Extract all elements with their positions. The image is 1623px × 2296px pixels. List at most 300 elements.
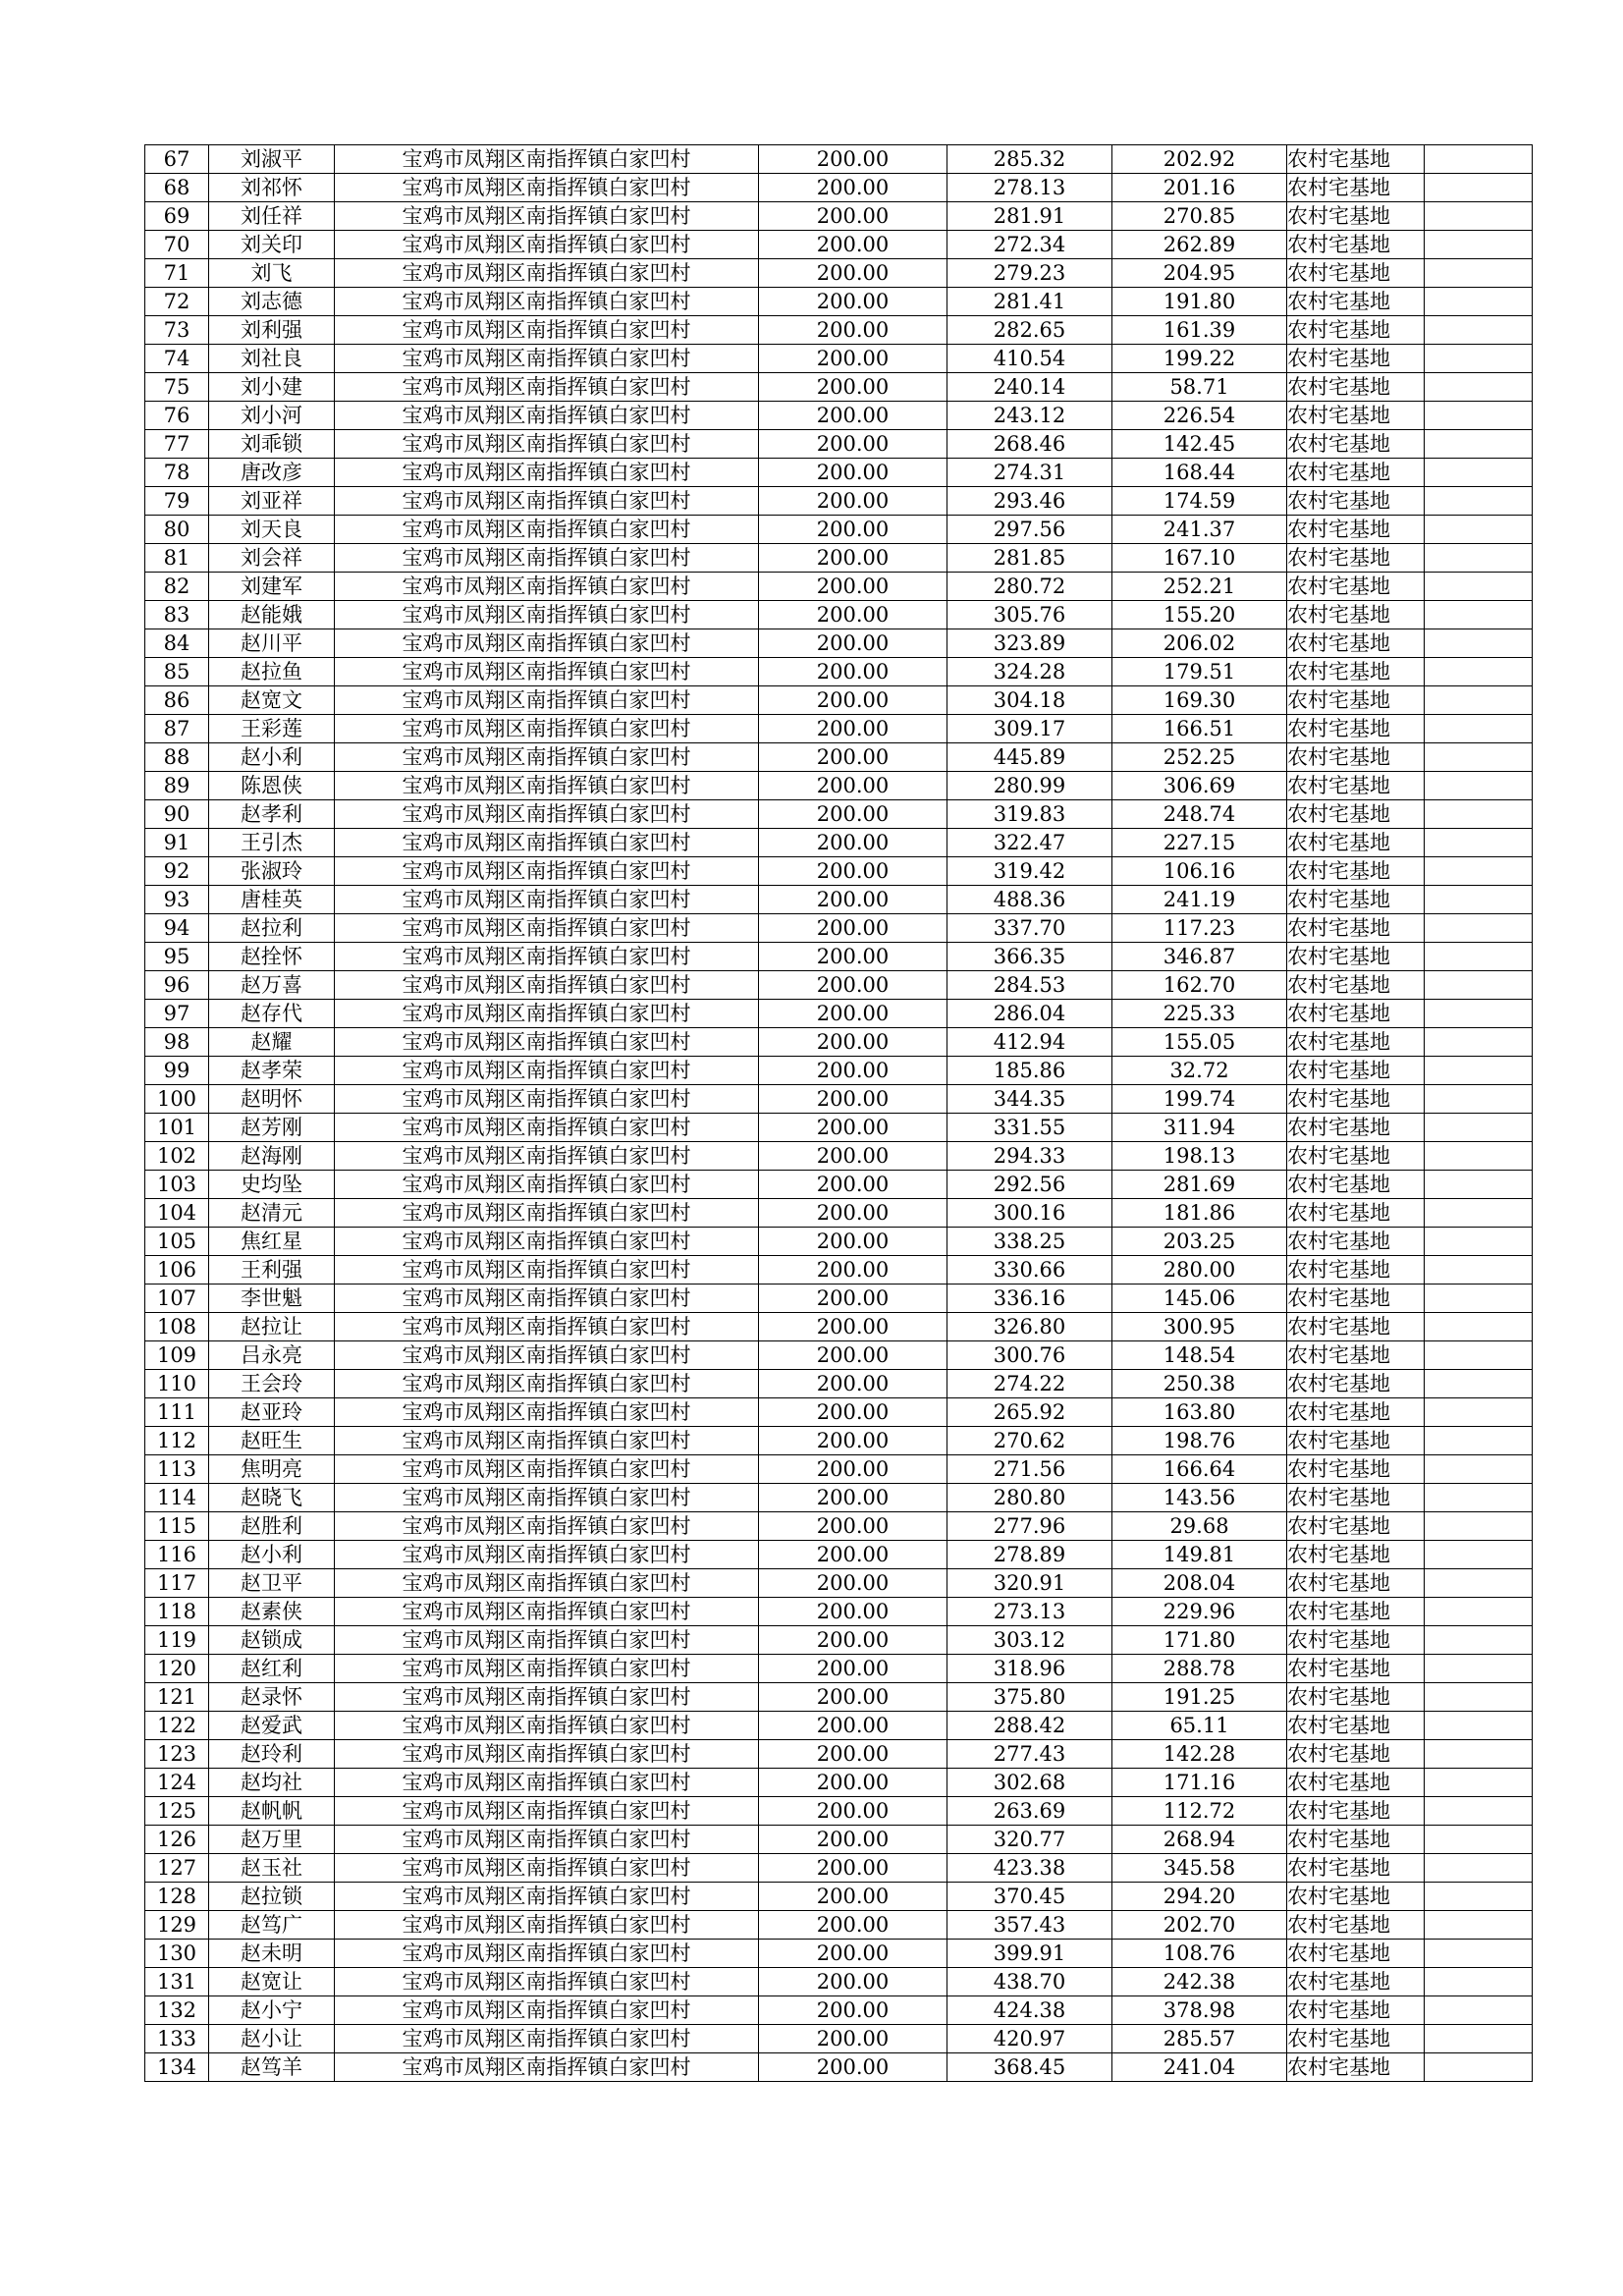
actual-area-cell: 272.34 <box>947 231 1112 259</box>
remark-cell <box>1425 1541 1533 1569</box>
area-value-cell: 179.51 <box>1112 658 1287 686</box>
name-cell: 赵小利 <box>209 743 335 772</box>
area-value-cell: 199.74 <box>1112 1085 1287 1114</box>
name-cell: 刘乖锁 <box>209 430 335 459</box>
table-row <box>145 202 1533 231</box>
actual-area-cell: 185.86 <box>947 1057 1112 1085</box>
standard-area-cell: 200.00 <box>759 1769 947 1797</box>
actual-area-cell: 277.43 <box>947 1740 1112 1769</box>
standard-area-cell: 200.00 <box>759 800 947 829</box>
area-value-cell: 311.94 <box>1112 1114 1287 1142</box>
land-type-cell: 农村宅基地 <box>1287 1826 1425 1854</box>
remark-cell <box>1425 914 1533 943</box>
area-value-cell: 168.44 <box>1112 459 1287 487</box>
name-cell: 赵笃羊 <box>209 2053 335 2082</box>
name-cell: 赵小让 <box>209 2025 335 2053</box>
standard-area-cell: 200.00 <box>759 316 947 345</box>
actual-area-cell: 279.23 <box>947 259 1112 288</box>
row-number-cell: 90 <box>145 800 209 829</box>
row-number-cell: 73 <box>145 316 209 345</box>
name-cell: 赵明怀 <box>209 1085 335 1114</box>
table-row <box>145 1256 1533 1285</box>
standard-area-cell: 200.00 <box>759 516 947 544</box>
land-type-cell: 农村宅基地 <box>1287 1228 1425 1256</box>
actual-area-cell: 370.45 <box>947 1883 1112 1911</box>
name-cell: 史均坠 <box>209 1171 335 1199</box>
standard-area-cell: 200.00 <box>759 1484 947 1512</box>
remark-cell <box>1425 174 1533 202</box>
actual-area-cell: 319.83 <box>947 800 1112 829</box>
remark-cell <box>1425 1512 1533 1541</box>
row-number-cell: 98 <box>145 1028 209 1057</box>
name-cell: 赵宽让 <box>209 1968 335 1996</box>
remark-cell <box>1425 886 1533 914</box>
address-cell: 宝鸡市凤翔区南指挥镇白家凹村 <box>335 373 759 402</box>
land-type-cell: 农村宅基地 <box>1287 1484 1425 1512</box>
name-cell: 赵拉让 <box>209 1313 335 1341</box>
row-number-cell: 70 <box>145 231 209 259</box>
address-cell: 宝鸡市凤翔区南指挥镇白家凹村 <box>335 345 759 373</box>
remark-cell <box>1425 1285 1533 1313</box>
row-number-cell: 126 <box>145 1826 209 1854</box>
land-type-cell: 农村宅基地 <box>1287 544 1425 573</box>
remark-cell <box>1425 743 1533 772</box>
table-row <box>145 2025 1533 2053</box>
address-cell: 宝鸡市凤翔区南指挥镇白家凹村 <box>335 174 759 202</box>
table-row <box>145 516 1533 544</box>
name-cell: 刘淑平 <box>209 145 335 174</box>
land-type-cell: 农村宅基地 <box>1287 1455 1425 1484</box>
standard-area-cell: 200.00 <box>759 1854 947 1883</box>
land-type-cell: 农村宅基地 <box>1287 1968 1425 1996</box>
name-cell: 赵万里 <box>209 1826 335 1854</box>
area-value-cell: 229.96 <box>1112 1598 1287 1626</box>
land-type-cell: 农村宅基地 <box>1287 1569 1425 1598</box>
land-type-cell: 农村宅基地 <box>1287 1512 1425 1541</box>
remark-cell <box>1425 1655 1533 1683</box>
area-value-cell: 65.11 <box>1112 1712 1287 1740</box>
standard-area-cell: 200.00 <box>759 1370 947 1398</box>
standard-area-cell: 200.00 <box>759 829 947 857</box>
row-number-cell: 106 <box>145 1256 209 1285</box>
row-number-cell: 128 <box>145 1883 209 1911</box>
area-value-cell: 112.72 <box>1112 1797 1287 1826</box>
remark-cell <box>1425 1085 1533 1114</box>
name-cell: 赵爱武 <box>209 1712 335 1740</box>
area-value-cell: 206.02 <box>1112 629 1287 658</box>
actual-area-cell: 268.46 <box>947 430 1112 459</box>
land-type-cell: 农村宅基地 <box>1287 1683 1425 1712</box>
table-row <box>145 715 1533 743</box>
name-cell: 赵素侠 <box>209 1598 335 1626</box>
standard-area-cell: 200.00 <box>759 1171 947 1199</box>
actual-area-cell: 271.56 <box>947 1455 1112 1484</box>
standard-area-cell: 200.00 <box>759 914 947 943</box>
table-row <box>145 1569 1533 1598</box>
land-type-cell: 农村宅基地 <box>1287 1398 1425 1427</box>
table-row <box>145 943 1533 971</box>
area-value-cell: 306.69 <box>1112 772 1287 800</box>
land-type-cell: 农村宅基地 <box>1287 402 1425 430</box>
table-row <box>145 288 1533 316</box>
name-cell: 赵拉锁 <box>209 1883 335 1911</box>
table-row <box>145 914 1533 943</box>
table-row <box>145 1427 1533 1455</box>
land-type-cell: 农村宅基地 <box>1287 1114 1425 1142</box>
area-value-cell: 346.87 <box>1112 943 1287 971</box>
standard-area-cell: 200.00 <box>759 886 947 914</box>
actual-area-cell: 277.96 <box>947 1512 1112 1541</box>
address-cell: 宝鸡市凤翔区南指挥镇白家凹村 <box>335 1541 759 1569</box>
area-value-cell: 378.98 <box>1112 1996 1287 2025</box>
address-cell: 宝鸡市凤翔区南指挥镇白家凹村 <box>335 1000 759 1028</box>
remark-cell <box>1425 1114 1533 1142</box>
actual-area-cell: 326.80 <box>947 1313 1112 1341</box>
remark-cell <box>1425 829 1533 857</box>
actual-area-cell: 280.99 <box>947 772 1112 800</box>
remark-cell <box>1425 1769 1533 1797</box>
row-number-cell: 127 <box>145 1854 209 1883</box>
address-cell: 宝鸡市凤翔区南指挥镇白家凹村 <box>335 231 759 259</box>
standard-area-cell: 200.00 <box>759 1455 947 1484</box>
row-number-cell: 103 <box>145 1171 209 1199</box>
land-type-cell: 农村宅基地 <box>1287 829 1425 857</box>
address-cell: 宝鸡市凤翔区南指挥镇白家凹村 <box>335 402 759 430</box>
remark-cell <box>1425 1683 1533 1712</box>
table-row <box>145 1968 1533 1996</box>
row-number-cell: 129 <box>145 1911 209 1940</box>
name-cell: 刘小河 <box>209 402 335 430</box>
area-value-cell: 202.92 <box>1112 145 1287 174</box>
table-row <box>145 1028 1533 1057</box>
area-value-cell: 198.76 <box>1112 1427 1287 1455</box>
address-cell: 宝鸡市凤翔区南指挥镇白家凹村 <box>335 1398 759 1427</box>
land-type-cell: 农村宅基地 <box>1287 1000 1425 1028</box>
remark-cell <box>1425 772 1533 800</box>
name-cell: 赵录怀 <box>209 1683 335 1712</box>
row-number-cell: 79 <box>145 487 209 516</box>
table-row <box>145 259 1533 288</box>
row-number-cell: 117 <box>145 1569 209 1598</box>
address-cell: 宝鸡市凤翔区南指挥镇白家凹村 <box>335 772 759 800</box>
actual-area-cell: 288.42 <box>947 1712 1112 1740</box>
name-cell: 赵存代 <box>209 1000 335 1028</box>
remark-cell <box>1425 686 1533 715</box>
land-type-cell: 农村宅基地 <box>1287 1171 1425 1199</box>
actual-area-cell: 273.13 <box>947 1598 1112 1626</box>
area-value-cell: 171.80 <box>1112 1626 1287 1655</box>
area-value-cell: 174.59 <box>1112 487 1287 516</box>
row-number-cell: 111 <box>145 1398 209 1427</box>
table-row <box>145 1398 1533 1427</box>
name-cell: 王彩莲 <box>209 715 335 743</box>
remark-cell <box>1425 971 1533 1000</box>
name-cell: 张淑玲 <box>209 857 335 886</box>
area-value-cell: 198.13 <box>1112 1142 1287 1171</box>
actual-area-cell: 375.80 <box>947 1683 1112 1712</box>
land-type-cell: 农村宅基地 <box>1287 686 1425 715</box>
row-number-cell: 121 <box>145 1683 209 1712</box>
name-cell: 赵拉利 <box>209 914 335 943</box>
standard-area-cell: 200.00 <box>759 857 947 886</box>
row-number-cell: 134 <box>145 2053 209 2082</box>
row-number-cell: 96 <box>145 971 209 1000</box>
land-type-cell: 农村宅基地 <box>1287 202 1425 231</box>
address-cell: 宝鸡市凤翔区南指挥镇白家凹村 <box>335 516 759 544</box>
actual-area-cell: 297.56 <box>947 516 1112 544</box>
row-number-cell: 105 <box>145 1228 209 1256</box>
remark-cell <box>1425 316 1533 345</box>
row-number-cell: 71 <box>145 259 209 288</box>
row-number-cell: 82 <box>145 573 209 601</box>
actual-area-cell: 300.16 <box>947 1199 1112 1228</box>
land-type-cell: 农村宅基地 <box>1287 772 1425 800</box>
standard-area-cell: 200.00 <box>759 1797 947 1826</box>
area-value-cell: 117.23 <box>1112 914 1287 943</box>
land-type-cell: 农村宅基地 <box>1287 430 1425 459</box>
row-number-cell: 104 <box>145 1199 209 1228</box>
area-value-cell: 142.28 <box>1112 1740 1287 1769</box>
remark-cell <box>1425 857 1533 886</box>
land-type-cell: 农村宅基地 <box>1287 1883 1425 1911</box>
table-row <box>145 1114 1533 1142</box>
remark-cell <box>1425 259 1533 288</box>
remark-cell <box>1425 800 1533 829</box>
area-value-cell: 201.16 <box>1112 174 1287 202</box>
name-cell: 唐桂英 <box>209 886 335 914</box>
table-row <box>145 743 1533 772</box>
land-type-cell: 农村宅基地 <box>1287 601 1425 629</box>
row-number-cell: 120 <box>145 1655 209 1683</box>
table-row <box>145 1911 1533 1940</box>
row-number-cell: 131 <box>145 1968 209 1996</box>
row-number-cell: 102 <box>145 1142 209 1171</box>
row-number-cell: 92 <box>145 857 209 886</box>
row-number-cell: 80 <box>145 516 209 544</box>
remark-cell <box>1425 516 1533 544</box>
remark-cell <box>1425 145 1533 174</box>
name-cell: 刘任祥 <box>209 202 335 231</box>
address-cell: 宝鸡市凤翔区南指挥镇白家凹村 <box>335 1057 759 1085</box>
actual-area-cell: 278.89 <box>947 1541 1112 1569</box>
standard-area-cell: 200.00 <box>759 1940 947 1968</box>
table-row <box>145 800 1533 829</box>
address-cell: 宝鸡市凤翔区南指挥镇白家凹村 <box>335 1142 759 1171</box>
area-value-cell: 252.25 <box>1112 743 1287 772</box>
row-number-cell: 69 <box>145 202 209 231</box>
land-type-cell: 农村宅基地 <box>1287 573 1425 601</box>
address-cell: 宝鸡市凤翔区南指挥镇白家凹村 <box>335 743 759 772</box>
address-cell: 宝鸡市凤翔区南指挥镇白家凹村 <box>335 857 759 886</box>
actual-area-cell: 280.72 <box>947 573 1112 601</box>
remark-cell <box>1425 202 1533 231</box>
table-row <box>145 1142 1533 1171</box>
row-number-cell: 122 <box>145 1712 209 1740</box>
address-cell: 宝鸡市凤翔区南指挥镇白家凹村 <box>335 1484 759 1512</box>
name-cell: 刘利强 <box>209 316 335 345</box>
remark-cell <box>1425 1455 1533 1484</box>
table-row <box>145 1199 1533 1228</box>
row-number-cell: 95 <box>145 943 209 971</box>
table-row <box>145 1000 1533 1028</box>
actual-area-cell: 240.14 <box>947 373 1112 402</box>
row-number-cell: 110 <box>145 1370 209 1398</box>
name-cell: 赵红利 <box>209 1655 335 1683</box>
actual-area-cell: 424.38 <box>947 1996 1112 2025</box>
address-cell: 宝鸡市凤翔区南指挥镇白家凹村 <box>335 943 759 971</box>
standard-area-cell: 200.00 <box>759 1142 947 1171</box>
area-value-cell: 242.38 <box>1112 1968 1287 1996</box>
actual-area-cell: 292.56 <box>947 1171 1112 1199</box>
remark-cell <box>1425 943 1533 971</box>
area-value-cell: 250.38 <box>1112 1370 1287 1398</box>
standard-area-cell: 200.00 <box>759 1626 947 1655</box>
table-row <box>145 1484 1533 1512</box>
row-number-cell: 67 <box>145 145 209 174</box>
land-type-cell: 农村宅基地 <box>1287 629 1425 658</box>
address-cell: 宝鸡市凤翔区南指挥镇白家凹村 <box>335 601 759 629</box>
standard-area-cell: 200.00 <box>759 1285 947 1313</box>
land-type-cell: 农村宅基地 <box>1287 1085 1425 1114</box>
area-value-cell: 161.39 <box>1112 316 1287 345</box>
land-type-cell: 农村宅基地 <box>1287 2025 1425 2053</box>
name-cell: 赵宽文 <box>209 686 335 715</box>
address-cell: 宝鸡市凤翔区南指挥镇白家凹村 <box>335 1626 759 1655</box>
row-number-cell: 107 <box>145 1285 209 1313</box>
area-value-cell: 241.37 <box>1112 516 1287 544</box>
actual-area-cell: 263.69 <box>947 1797 1112 1826</box>
land-type-cell: 农村宅基地 <box>1287 857 1425 886</box>
standard-area-cell: 200.00 <box>759 2025 947 2053</box>
actual-area-cell: 265.92 <box>947 1398 1112 1427</box>
area-value-cell: 155.05 <box>1112 1028 1287 1057</box>
standard-area-cell: 200.00 <box>759 402 947 430</box>
name-cell: 刘亚祥 <box>209 487 335 516</box>
standard-area-cell: 200.00 <box>759 1996 947 2025</box>
name-cell: 刘祁怀 <box>209 174 335 202</box>
actual-area-cell: 336.16 <box>947 1285 1112 1313</box>
actual-area-cell: 344.35 <box>947 1085 1112 1114</box>
actual-area-cell: 445.89 <box>947 743 1112 772</box>
name-cell: 刘小建 <box>209 373 335 402</box>
area-value-cell: 262.89 <box>1112 231 1287 259</box>
land-type-cell: 农村宅基地 <box>1287 1370 1425 1398</box>
address-cell: 宝鸡市凤翔区南指挥镇白家凹村 <box>335 1940 759 1968</box>
land-type-cell: 农村宅基地 <box>1287 1199 1425 1228</box>
area-value-cell: 268.94 <box>1112 1826 1287 1854</box>
standard-area-cell: 200.00 <box>759 1911 947 1940</box>
table-row <box>145 459 1533 487</box>
actual-area-cell: 368.45 <box>947 2053 1112 2082</box>
land-type-cell: 农村宅基地 <box>1287 487 1425 516</box>
area-value-cell: 191.80 <box>1112 288 1287 316</box>
remark-cell <box>1425 1626 1533 1655</box>
standard-area-cell: 200.00 <box>759 1114 947 1142</box>
land-type-cell: 农村宅基地 <box>1287 1740 1425 1769</box>
land-type-cell: 农村宅基地 <box>1287 1028 1425 1057</box>
name-cell: 赵均社 <box>209 1769 335 1797</box>
table-row <box>145 686 1533 715</box>
table-row <box>145 544 1533 573</box>
table-row <box>145 857 1533 886</box>
table-row <box>145 1228 1533 1256</box>
name-cell: 刘志德 <box>209 288 335 316</box>
address-cell: 宝鸡市凤翔区南指挥镇白家凹村 <box>335 2025 759 2053</box>
standard-area-cell: 200.00 <box>759 1085 947 1114</box>
table-row <box>145 1940 1533 1968</box>
land-type-cell: 农村宅基地 <box>1287 1256 1425 1285</box>
remark-cell <box>1425 373 1533 402</box>
name-cell: 赵笃广 <box>209 1911 335 1940</box>
row-number-cell: 133 <box>145 2025 209 2053</box>
actual-area-cell: 281.85 <box>947 544 1112 573</box>
name-cell: 赵孝利 <box>209 800 335 829</box>
standard-area-cell: 200.00 <box>759 1655 947 1683</box>
land-type-cell: 农村宅基地 <box>1287 373 1425 402</box>
address-cell: 宝鸡市凤翔区南指挥镇白家凹村 <box>335 1769 759 1797</box>
name-cell: 赵能娥 <box>209 601 335 629</box>
area-value-cell: 285.57 <box>1112 2025 1287 2053</box>
row-number-cell: 125 <box>145 1797 209 1826</box>
address-cell: 宝鸡市凤翔区南指挥镇白家凹村 <box>335 1569 759 1598</box>
address-cell: 宝鸡市凤翔区南指挥镇白家凹村 <box>335 1740 759 1769</box>
table-row <box>145 1598 1533 1626</box>
area-value-cell: 345.58 <box>1112 1854 1287 1883</box>
actual-area-cell: 243.12 <box>947 402 1112 430</box>
table-row <box>145 601 1533 629</box>
actual-area-cell: 285.32 <box>947 145 1112 174</box>
area-value-cell: 169.30 <box>1112 686 1287 715</box>
land-type-cell: 农村宅基地 <box>1287 1427 1425 1455</box>
row-number-cell: 93 <box>145 886 209 914</box>
area-value-cell: 166.51 <box>1112 715 1287 743</box>
table-row <box>145 316 1533 345</box>
table-row <box>145 1683 1533 1712</box>
standard-area-cell: 200.00 <box>759 601 947 629</box>
remark-cell <box>1425 1740 1533 1769</box>
remark-cell <box>1425 1142 1533 1171</box>
remark-cell <box>1425 715 1533 743</box>
remark-cell <box>1425 1712 1533 1740</box>
area-value-cell: 204.95 <box>1112 259 1287 288</box>
area-value-cell: 181.86 <box>1112 1199 1287 1228</box>
standard-area-cell: 200.00 <box>759 686 947 715</box>
name-cell: 赵玉社 <box>209 1854 335 1883</box>
table-row <box>145 629 1533 658</box>
land-type-cell: 农村宅基地 <box>1287 886 1425 914</box>
land-type-cell: 农村宅基地 <box>1287 1769 1425 1797</box>
actual-area-cell: 274.31 <box>947 459 1112 487</box>
name-cell: 赵孝荣 <box>209 1057 335 1085</box>
address-cell: 宝鸡市凤翔区南指挥镇白家凹村 <box>335 1826 759 1854</box>
land-type-cell: 农村宅基地 <box>1287 145 1425 174</box>
actual-area-cell: 302.68 <box>947 1769 1112 1797</box>
land-type-cell: 农村宅基地 <box>1287 943 1425 971</box>
address-cell: 宝鸡市凤翔区南指挥镇白家凹村 <box>335 202 759 231</box>
remark-cell <box>1425 430 1533 459</box>
address-cell: 宝鸡市凤翔区南指挥镇白家凹村 <box>335 1797 759 1826</box>
actual-area-cell: 322.47 <box>947 829 1112 857</box>
address-cell: 宝鸡市凤翔区南指挥镇白家凹村 <box>335 1256 759 1285</box>
remark-cell <box>1425 1883 1533 1911</box>
name-cell: 赵胜利 <box>209 1512 335 1541</box>
actual-area-cell: 278.13 <box>947 174 1112 202</box>
actual-area-cell: 281.41 <box>947 288 1112 316</box>
name-cell: 陈恩侠 <box>209 772 335 800</box>
name-cell: 赵卫平 <box>209 1569 335 1598</box>
address-cell: 宝鸡市凤翔区南指挥镇白家凹村 <box>335 1512 759 1541</box>
row-number-cell: 116 <box>145 1541 209 1569</box>
